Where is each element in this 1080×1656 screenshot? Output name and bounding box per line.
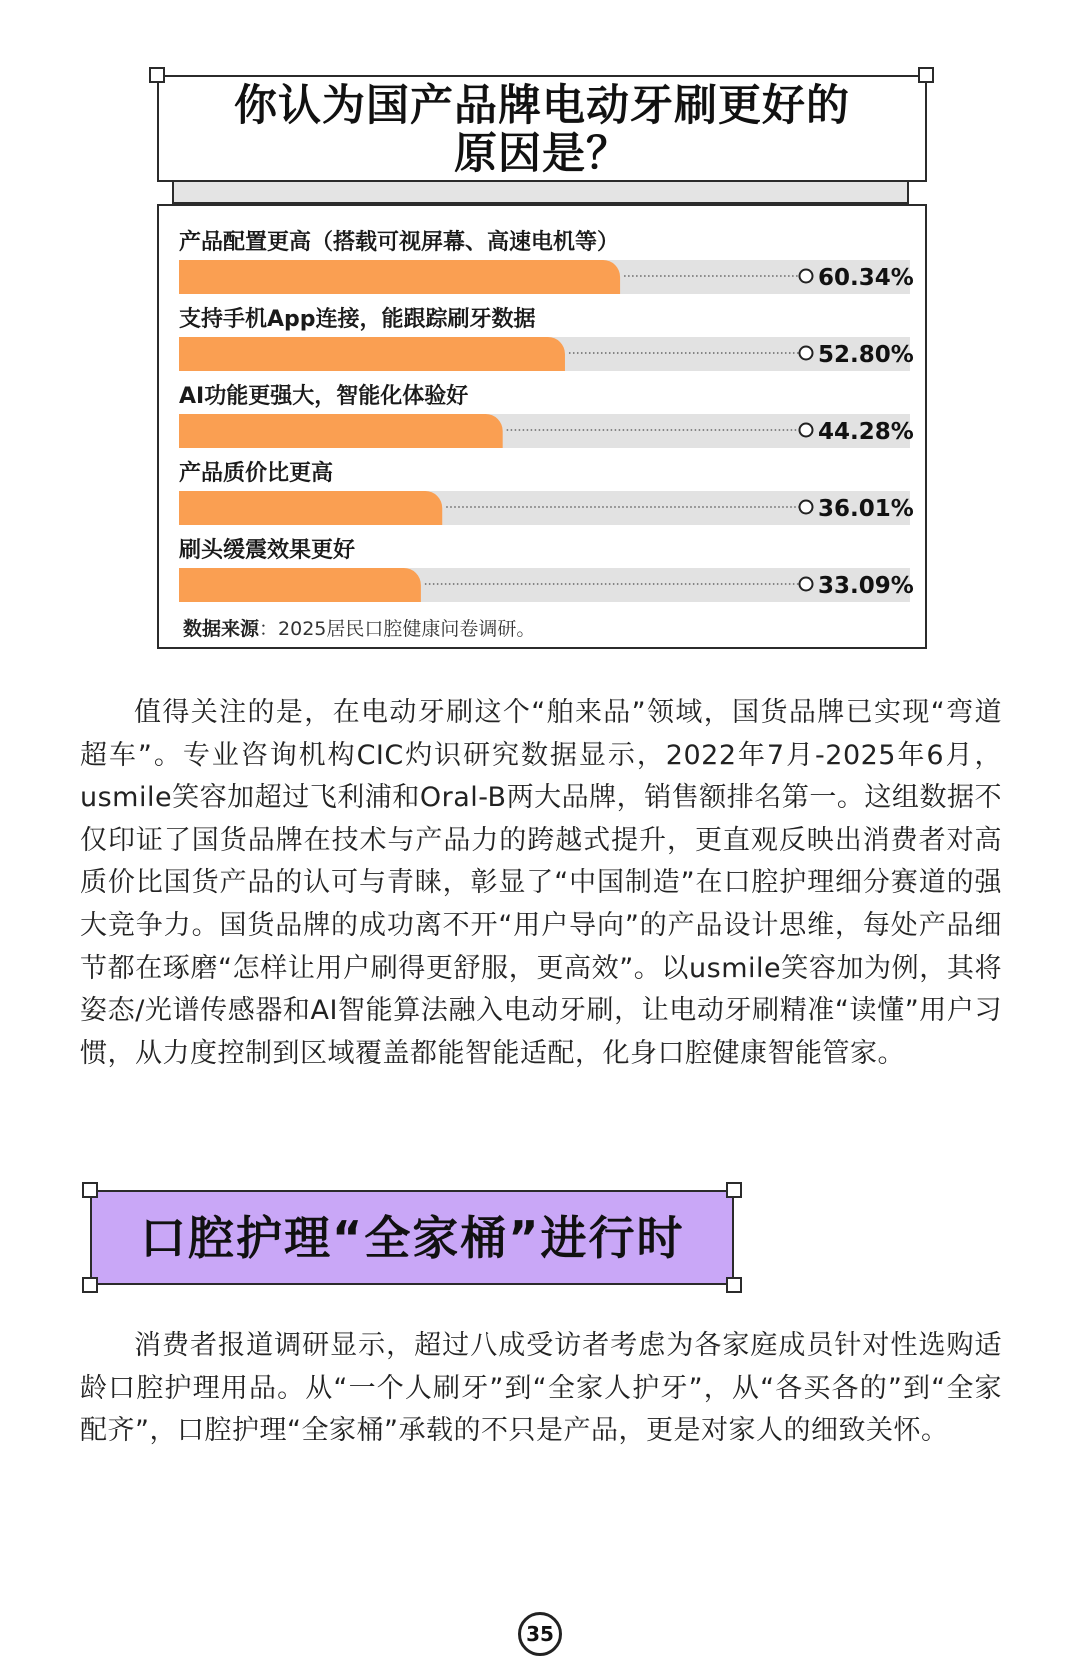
bar-2: [179, 414, 503, 448]
value-label-4: 33.09%: [818, 573, 914, 599]
section-corner-handle-tr: [726, 1182, 742, 1198]
bar-1: [179, 337, 565, 371]
bar-0: [179, 260, 620, 294]
value-label-0: 60.34%: [818, 265, 914, 291]
bar-4: [179, 568, 421, 602]
chart-title-line-2: 原因是？: [454, 129, 630, 179]
category-label-3: 产品质价比更高: [179, 461, 334, 486]
paragraph-family-care: 消费者报道调研显示，超过八成受访者考虑为各家庭成员针对性选购适龄口腔护理用品。从“一个人刷牙”到“全家人护牙”，从“各买各的”到“全家配齐”，口腔护理“全家桶”承载的不只是产品，更是对家人的细致关怀。: [80, 1330, 1002, 1447]
value-label-3: 36.01%: [818, 496, 914, 522]
value-label-2: 44.28%: [818, 419, 914, 445]
section-title: 口腔护理“全家桶”进行时: [140, 1211, 685, 1265]
data-source-label: 数据来源: [183, 618, 260, 640]
section-corner-handle-br: [726, 1277, 742, 1293]
paragraph-cic-ranking: 值得关注的是，在电动牙刷这个“舶来品”领域，国货品牌已实现“弯道超车”。专业咨询机构CIC灼识研究数据显示，2022年7月-2025年6月，usmile笑容加超过飞利浦和Oral-B两大品牌，销售额排名第一。这组数据不仅印证了国货品牌在技术与产品力的跨越式提升，更直观反映出消费者对高质价比国货产品的认可与青睐，彰显了“中国制造”在口腔护理细分赛道的强大竞争力。国货品牌的成功离不开“用户导向”的产品设计思维，每处产品细节都在琢磨“怎样让用户刷得更舒服，更高效”。以usmile笑容加为例，其将姿态/光谱传感器和AI智能算法融入电动牙刷，让电动牙刷精准“读懂”用户习惯，从力度控制到区域覆盖都能智能适配，化身口腔健康智能管家。: [80, 697, 1002, 1069]
value-label-1: 52.80%: [818, 342, 914, 368]
data-source-text: ：2025居民口腔健康问卷调研。: [259, 618, 536, 640]
chart-title-line-1: 你认为国产品牌电动牙刷更好的: [234, 81, 850, 131]
category-label-2: AI功能更强大，智能化体验好: [179, 384, 469, 409]
category-label-4: 刷头缓震效果更好: [179, 538, 356, 563]
data-source-note: [183, 617, 535, 641]
bar-chart: [0, 0, 1080, 660]
category-label-1: 支持手机App连接，能跟踪刷牙数据: [179, 307, 536, 332]
value-marker-3: [800, 501, 813, 514]
value-marker-2: [800, 424, 813, 437]
section-corner-handle-tl: [82, 1182, 98, 1198]
value-marker-0: [800, 270, 813, 283]
value-marker-4: [800, 578, 813, 591]
page-number: 35: [518, 1612, 562, 1656]
section-heading-box: [90, 1190, 734, 1285]
value-marker-1: [800, 347, 813, 360]
bar-3: [179, 491, 442, 525]
category-label-0: 产品配置更高（搭载可视屏幕、高速电机等）: [179, 230, 620, 255]
section-corner-handle-bl: [82, 1277, 98, 1293]
